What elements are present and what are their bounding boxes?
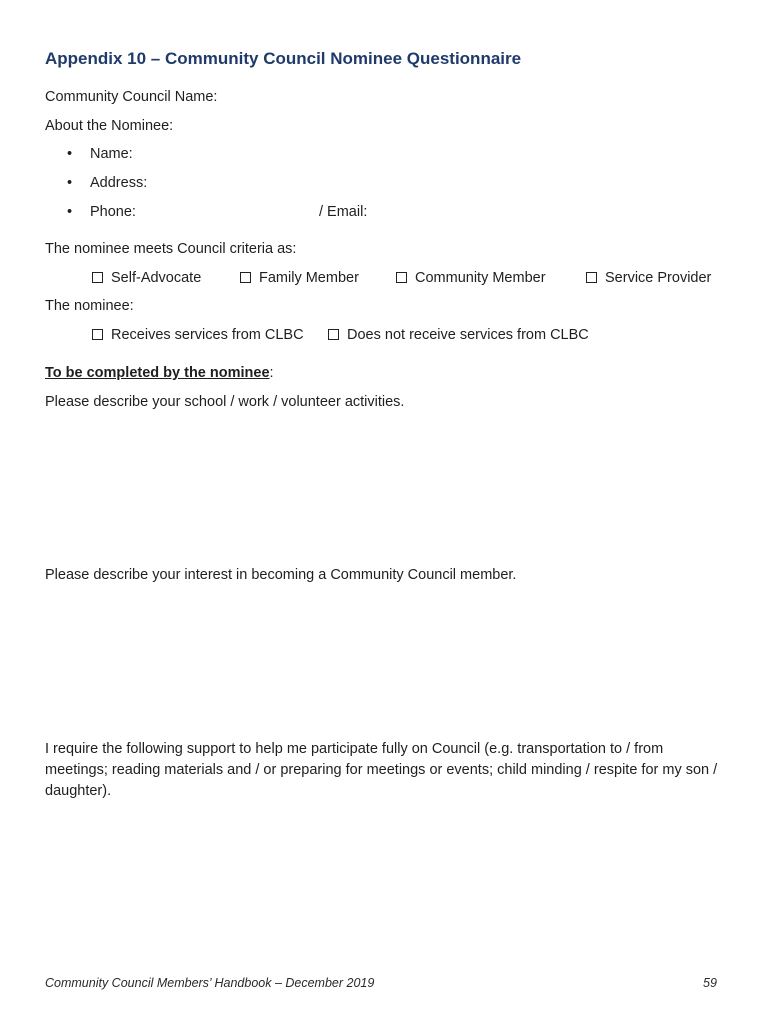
service-option-receives[interactable] <box>92 327 304 343</box>
service-option-does-not-receive[interactable] <box>328 327 589 343</box>
question-interest: Please describe your interest in becoming a Community Council member. <box>45 567 517 583</box>
criteria-label: The nominee meets Council criteria as: <box>45 241 297 257</box>
completed-by-text: To be completed by the nominee <box>45 365 270 381</box>
option-label: Community Member <box>415 270 546 286</box>
address-field-label: Address: <box>90 175 148 191</box>
email-field-label: / Email: <box>319 204 368 220</box>
footer-title: Community Council Members’ Handbook – December 2019 <box>45 976 375 990</box>
criteria-option-service-provider[interactable] <box>586 270 711 286</box>
bullet-dot: • <box>67 146 73 162</box>
checkbox[interactable] <box>396 272 407 283</box>
checkbox[interactable] <box>328 329 339 340</box>
criteria-option-family-member[interactable] <box>240 270 359 286</box>
name-field-label: Name: <box>90 146 133 162</box>
question-support: I require the following support to help me participate fully on Council (e.g. transportation to / from meetings; reading materials and / or preparing for meetings or events; child minding / respite for my son / daughter). <box>45 741 718 799</box>
option-label: Receives services from CLBC <box>111 327 304 343</box>
question-activities: Please describe your school / work / volunteer activities. <box>45 394 405 410</box>
about-nominee-label: About the Nominee: <box>45 118 174 134</box>
checkbox[interactable] <box>240 272 251 283</box>
page-title: Appendix 10 – Community Council Nominee Questionnaire <box>45 49 522 68</box>
option-label: Service Provider <box>605 270 712 286</box>
checkbox[interactable] <box>92 329 103 340</box>
bullet-dot: • <box>67 204 73 220</box>
checkbox[interactable] <box>586 272 597 283</box>
bullet-dot: • <box>67 175 73 191</box>
nominee-label: The nominee: <box>45 298 134 314</box>
option-label: Self-Advocate <box>111 270 202 286</box>
criteria-option-community-member[interactable] <box>396 270 546 286</box>
criteria-option-self-advocate[interactable] <box>92 270 201 286</box>
option-label: Does not receive services from CLBC <box>347 327 589 343</box>
option-label: Family Member <box>259 270 359 286</box>
phone-field-label: Phone: <box>90 204 136 220</box>
completed-by-heading <box>45 365 274 381</box>
page-number: 59 <box>703 976 717 990</box>
council-name-label: Community Council Name: <box>45 89 218 105</box>
checkbox[interactable] <box>92 272 103 283</box>
completed-by-colon: : <box>269 365 274 381</box>
